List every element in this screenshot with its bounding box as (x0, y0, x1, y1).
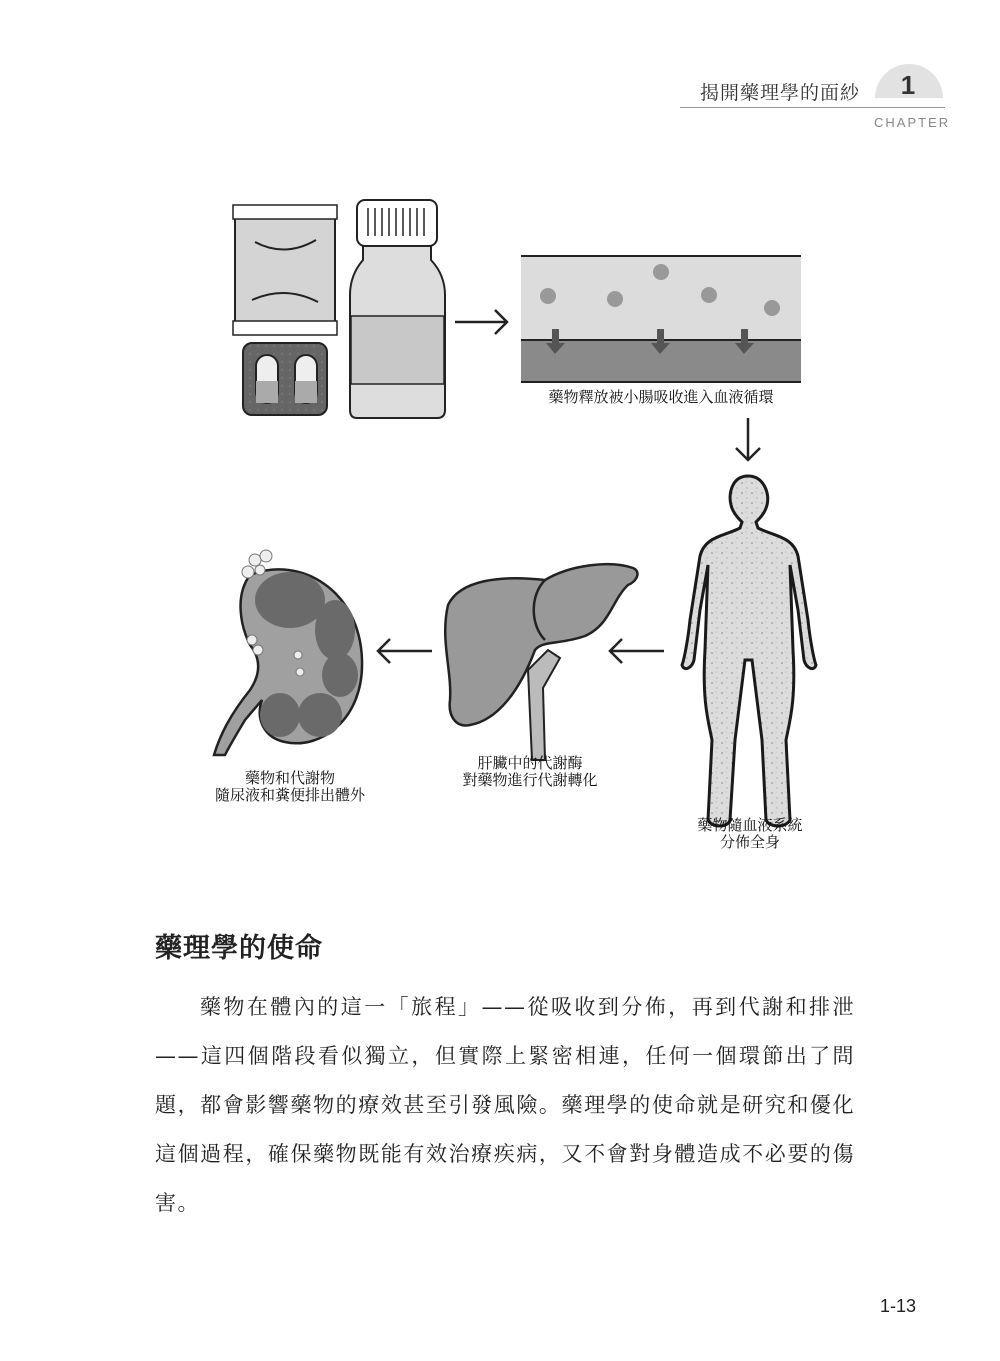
chapter-label: CHAPTER (874, 115, 951, 130)
caption-absorption: 藥物釋放被小腸吸收進入血液循環 (548, 388, 774, 406)
intestine-cross-section-icon (521, 256, 801, 382)
kidney-icon (214, 550, 362, 755)
caption-excretion-line1: 藥物和代謝物 (244, 769, 335, 787)
caption-metabolism (440, 755, 620, 789)
caption-metabolism-line1: 肝臟中的代謝酶 (477, 754, 583, 772)
arrow-left-icon (610, 639, 664, 663)
running-header-title: 揭開藥理學的面紗 (700, 82, 861, 104)
body-paragraph (155, 983, 855, 1228)
section-heading: 藥理學的使命 (155, 933, 323, 964)
caption-distribution-line1: 藥物隨血液系統 (697, 816, 803, 834)
medicine-bottle-icon (350, 200, 445, 418)
arrow-right-icon (455, 310, 507, 334)
medicine-packet-icon (233, 205, 337, 335)
caption-metabolism-line2: 對藥物進行代謝轉化 (462, 771, 598, 789)
caption-excretion (200, 770, 380, 804)
body-paragraph-text: 藥物在體內的這一「旅程」——從吸收到分佈，再到代謝和排泄——這四個階段看似獨立，但實際上緊密相連，任何一個環節出了問題，都會影響藥物的療效甚至引發風險。藥理學的使命就是研究和優化這個過程，確保藥物既能有效治療疾病，又不會對身體造成不必要的傷害。 (155, 995, 855, 1215)
arrow-down-icon (736, 418, 760, 460)
page-number: 1-13 (880, 1296, 917, 1316)
caption-distribution (660, 817, 840, 851)
liver-icon (445, 564, 637, 760)
chapter-number: 1 (900, 70, 916, 100)
arrow-left-icon (378, 639, 432, 663)
caption-distribution-line2: 分佈全身 (719, 833, 780, 851)
human-body-icon (682, 476, 816, 826)
caption-excretion-line2: 隨尿液和糞便排出體外 (214, 786, 365, 804)
capsule-blister-icon (243, 343, 327, 415)
